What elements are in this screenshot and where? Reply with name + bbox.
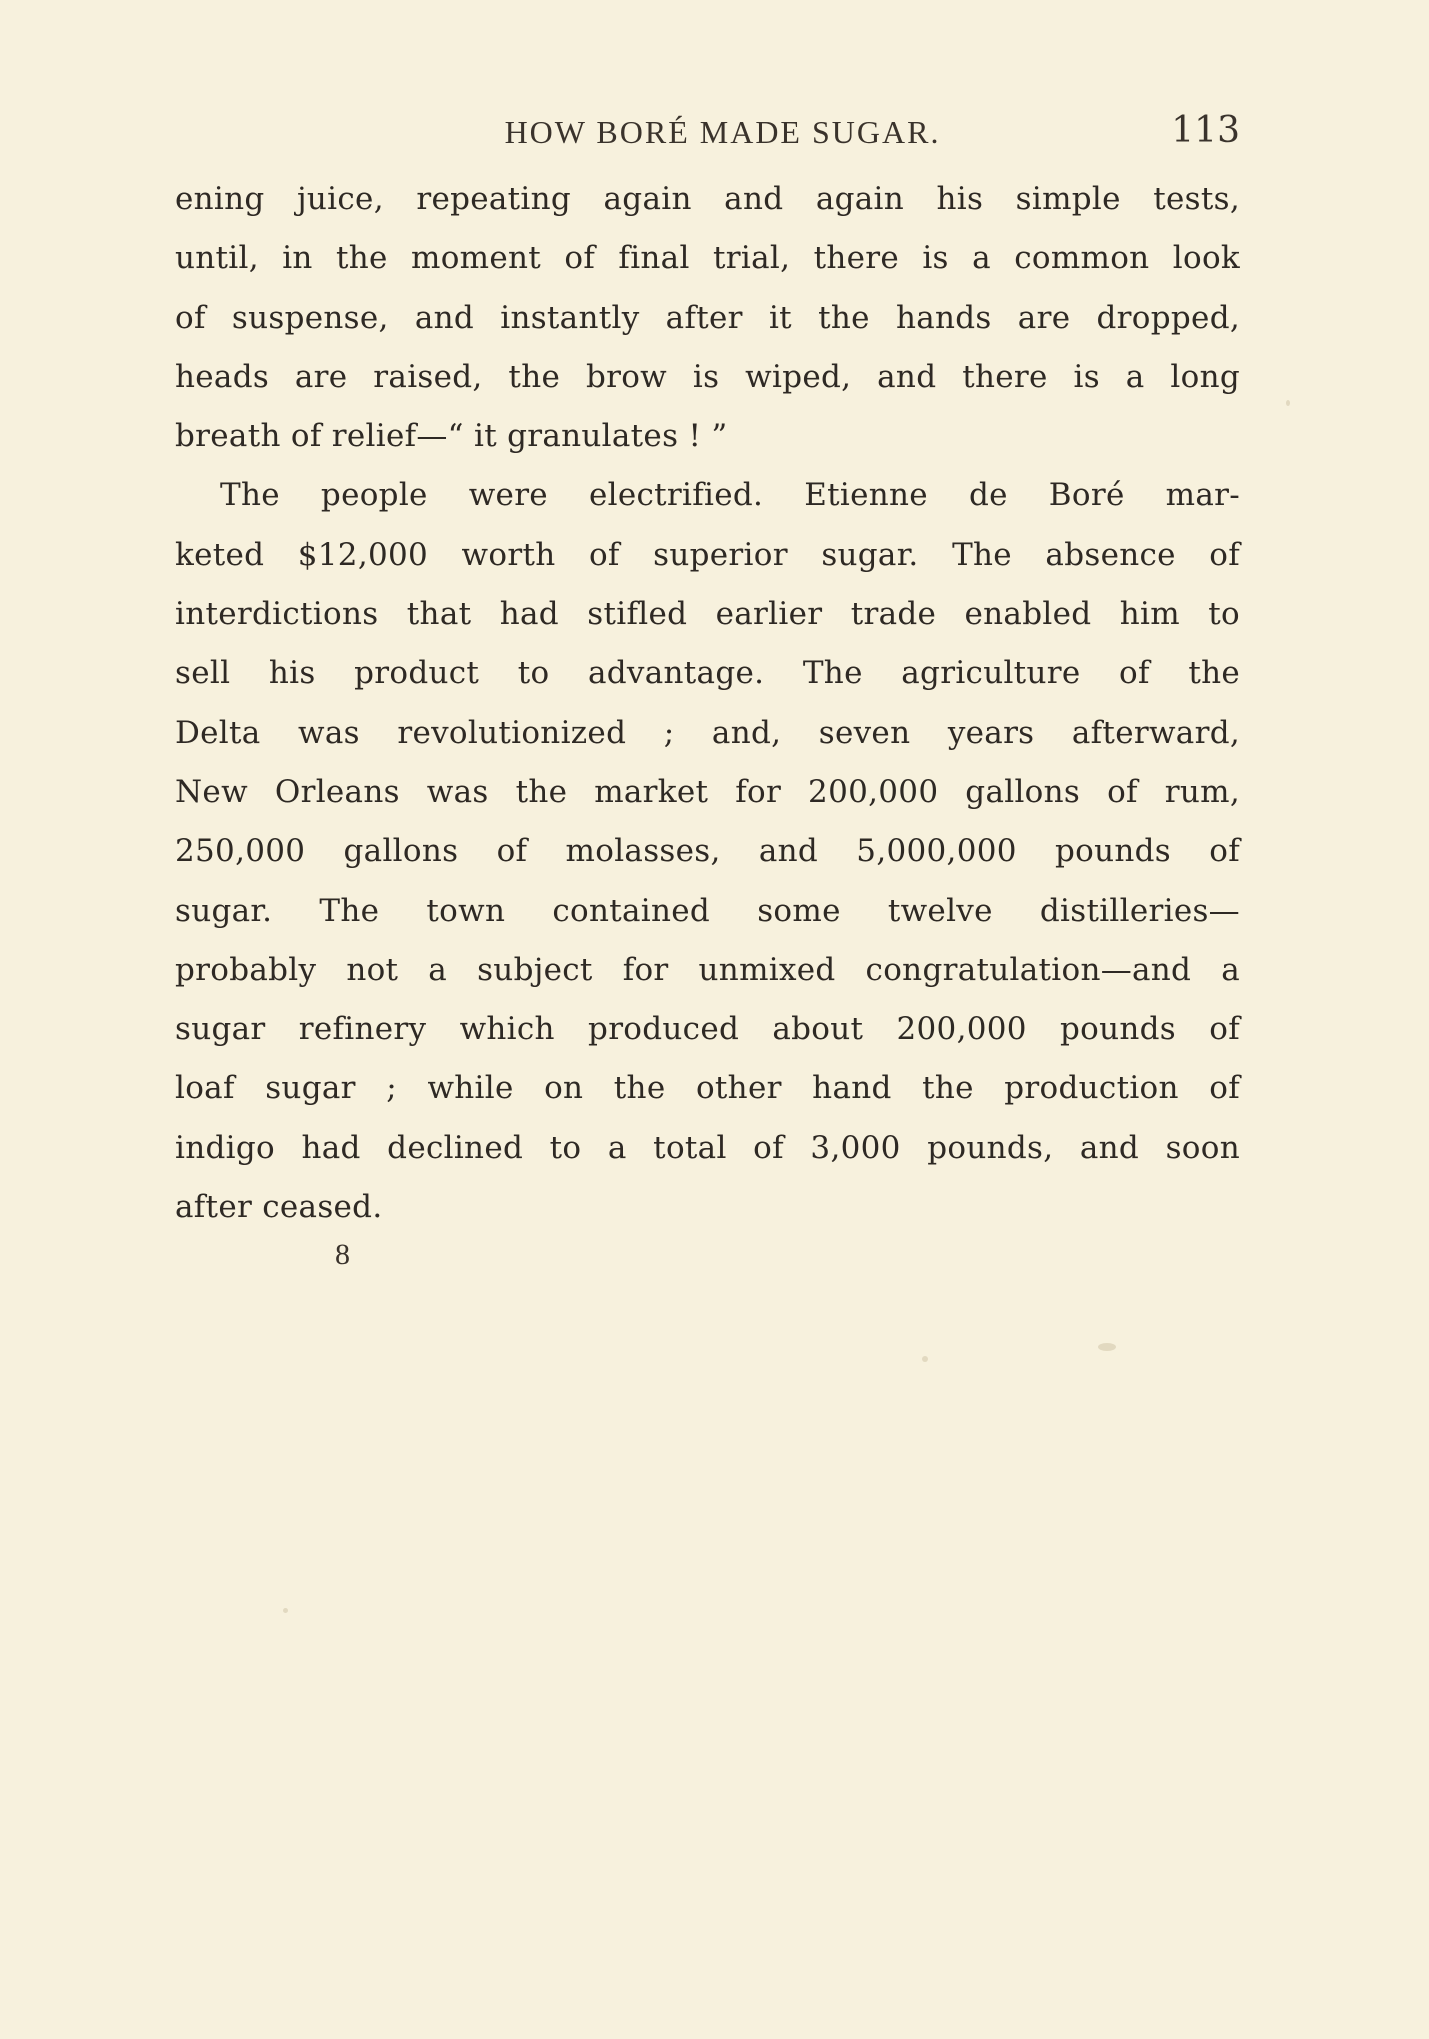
text-line: ening juice, repeating again and again his simple tests,: [175, 181, 1240, 217]
text-line: sugar. The town contained some twelve distilleries—: [175, 892, 1240, 929]
body-text: [175, 170, 1240, 1237]
paper-speck: [283, 1608, 288, 1613]
text-line: of suspense, and instantly after it the hands are dropped,: [175, 299, 1240, 336]
text-line: 250,000 gallons of molasses, and 5,000,000 pounds of: [175, 833, 1240, 870]
text-line: indigo had declined to a total of 3,000 pounds, and soon: [175, 1129, 1240, 1166]
text-line: probably not a subject for unmixed congratulation—and a: [175, 951, 1240, 988]
paper-speck: [922, 1356, 928, 1362]
text-line: until, in the moment of final trial, there is a common look: [175, 240, 1240, 277]
running-head: [175, 104, 1240, 154]
text-line: interdictions that had stifled earlier trade enabled him to: [175, 596, 1240, 633]
text-line: breath of relief—“ it granulates ! ”: [175, 418, 728, 455]
text-line: after ceased.: [175, 1189, 383, 1226]
signature-mark: 8: [335, 1238, 350, 1271]
text-line: The people were electrified. Etienne de Boré mar-: [220, 477, 1240, 514]
running-title: HOW BORÉ MADE SUGAR.: [504, 114, 941, 150]
paper-speck: [1098, 1343, 1116, 1351]
paper-speck: [1286, 400, 1290, 406]
text-line: Delta was revolutionized ; and, seven years afterward,: [175, 714, 1240, 751]
text-line: sugar refinery which produced about 200,000 pounds of: [175, 1011, 1240, 1048]
text-line: loaf sugar ; while on the other hand the production of: [175, 1070, 1240, 1107]
text-line: New Orleans was the market for 200,000 gallons of rum,: [175, 773, 1240, 810]
text-line: heads are raised, the brow is wiped, and there is a long: [175, 358, 1240, 395]
text-line: sell his product to advantage. The agriculture of the: [175, 655, 1240, 692]
page-number: 113: [1171, 110, 1240, 151]
text-line: keted $12,000 worth of superior sugar. The absence of: [175, 536, 1240, 573]
